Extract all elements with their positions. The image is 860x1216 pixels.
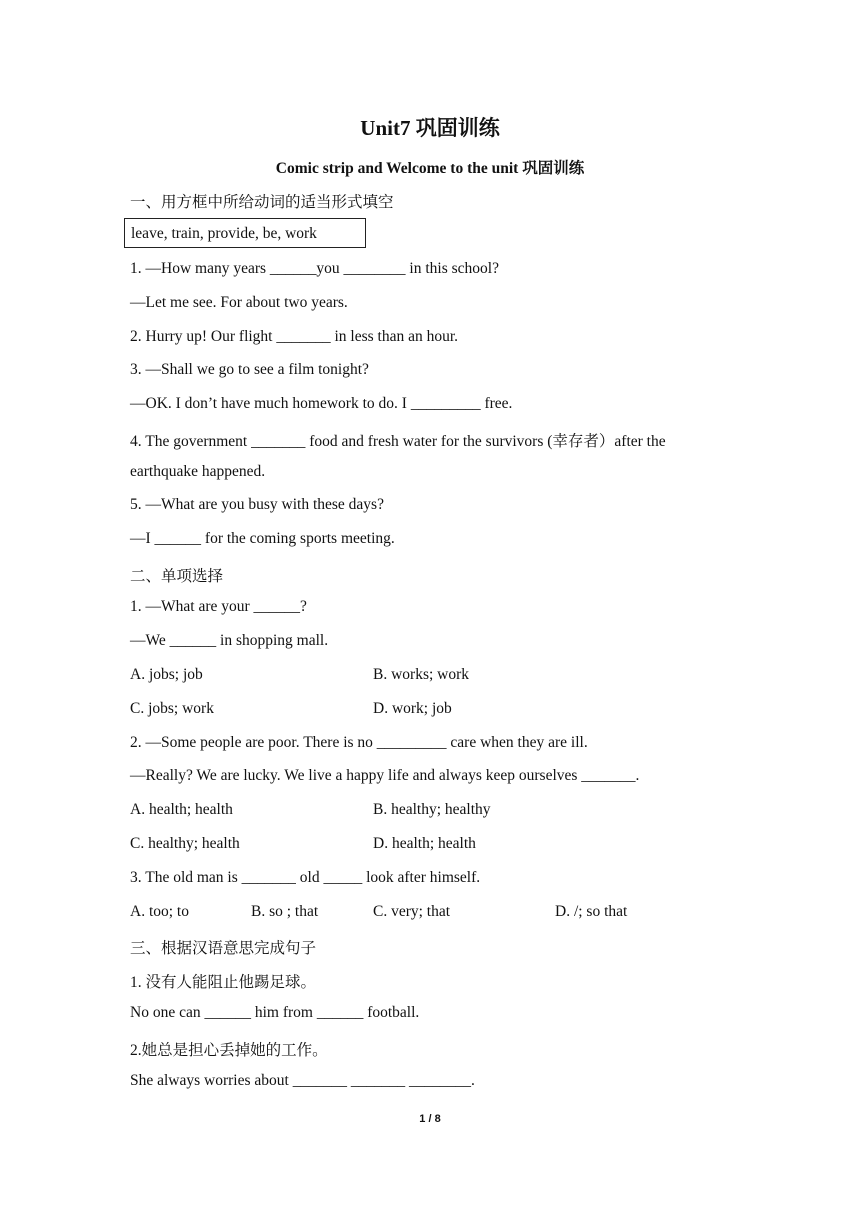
s1-line: —I ______ for the coming sports meeting. bbox=[130, 530, 395, 547]
q3-option-b: B. so ; that bbox=[251, 903, 319, 920]
s3-line: No one can ______ him from ______ football. bbox=[130, 1004, 420, 1021]
q2-option-a: A. health; health bbox=[130, 801, 233, 818]
s3-line: She always worries about _______ _______ ________. bbox=[130, 1072, 475, 1089]
s1-line: 2. Hurry up! Our flight _______ in less than an hour. bbox=[130, 328, 459, 345]
s2-q3-line: 3. The old man is _______ old _____ look after himself. bbox=[130, 869, 481, 886]
q1-option-a: A. jobs; job bbox=[130, 666, 203, 683]
word-box bbox=[124, 218, 366, 248]
q2-option-c: C. healthy; health bbox=[130, 835, 240, 852]
s2-q1-line: —We ______ in shopping mall. bbox=[130, 632, 329, 649]
document-title: Unit7 巩固训练 bbox=[360, 116, 500, 140]
section-3-heading: 三、根据汉语意思完成句子 bbox=[130, 940, 317, 957]
word-box-text: leave, train, provide, be, work bbox=[131, 225, 317, 242]
s1-line: 4. The government _______ food and fresh water for the survivors (幸存者）after the bbox=[130, 433, 666, 450]
s1-line: 5. —What are you busy with these days? bbox=[130, 496, 384, 513]
section-1-heading: 一、用方框中所给动词的适当形式填空 bbox=[130, 194, 394, 211]
s2-q2-line: 2. —Some people are poor. There is no _________ care when they are ill. bbox=[130, 734, 588, 751]
s1-line: 3. —Shall we go to see a film tonight? bbox=[130, 361, 369, 378]
s1-line: earthquake happened. bbox=[130, 463, 266, 480]
s2-q1-line: 1. —What are your ______? bbox=[130, 598, 307, 615]
q1-option-c: C. jobs; work bbox=[130, 700, 214, 717]
q2-option-b: B. healthy; healthy bbox=[373, 801, 491, 818]
q1-option-d: D. work; job bbox=[373, 700, 452, 717]
q3-option-c: C. very; that bbox=[373, 903, 451, 920]
s3-line: 2.她总是担心丢掉她的工作。 bbox=[130, 1042, 328, 1059]
q3-option-d: D. /; so that bbox=[555, 903, 628, 920]
section-2-heading: 二、单项选择 bbox=[130, 568, 224, 585]
q1-option-b: B. works; work bbox=[373, 666, 470, 683]
s3-line: 1. 没有人能阻止他踢足球。 bbox=[130, 974, 317, 991]
s1-line: 1. —How many years ______you ________ in this school? bbox=[130, 260, 499, 277]
s1-line: —OK. I don’t have much homework to do. I _________ free. bbox=[130, 395, 513, 412]
s1-line: —Let me see. For about two years. bbox=[130, 294, 348, 311]
q2-option-d: D. health; health bbox=[373, 835, 476, 852]
q3-option-a: A. too; to bbox=[130, 903, 189, 920]
s2-q2-line: —Really? We are lucky. We live a happy life and always keep ourselves _______. bbox=[130, 767, 640, 784]
page-number: 1 / 8 bbox=[419, 1113, 441, 1125]
document-subtitle: Comic strip and Welcome to the unit 巩固训练 bbox=[275, 160, 585, 177]
